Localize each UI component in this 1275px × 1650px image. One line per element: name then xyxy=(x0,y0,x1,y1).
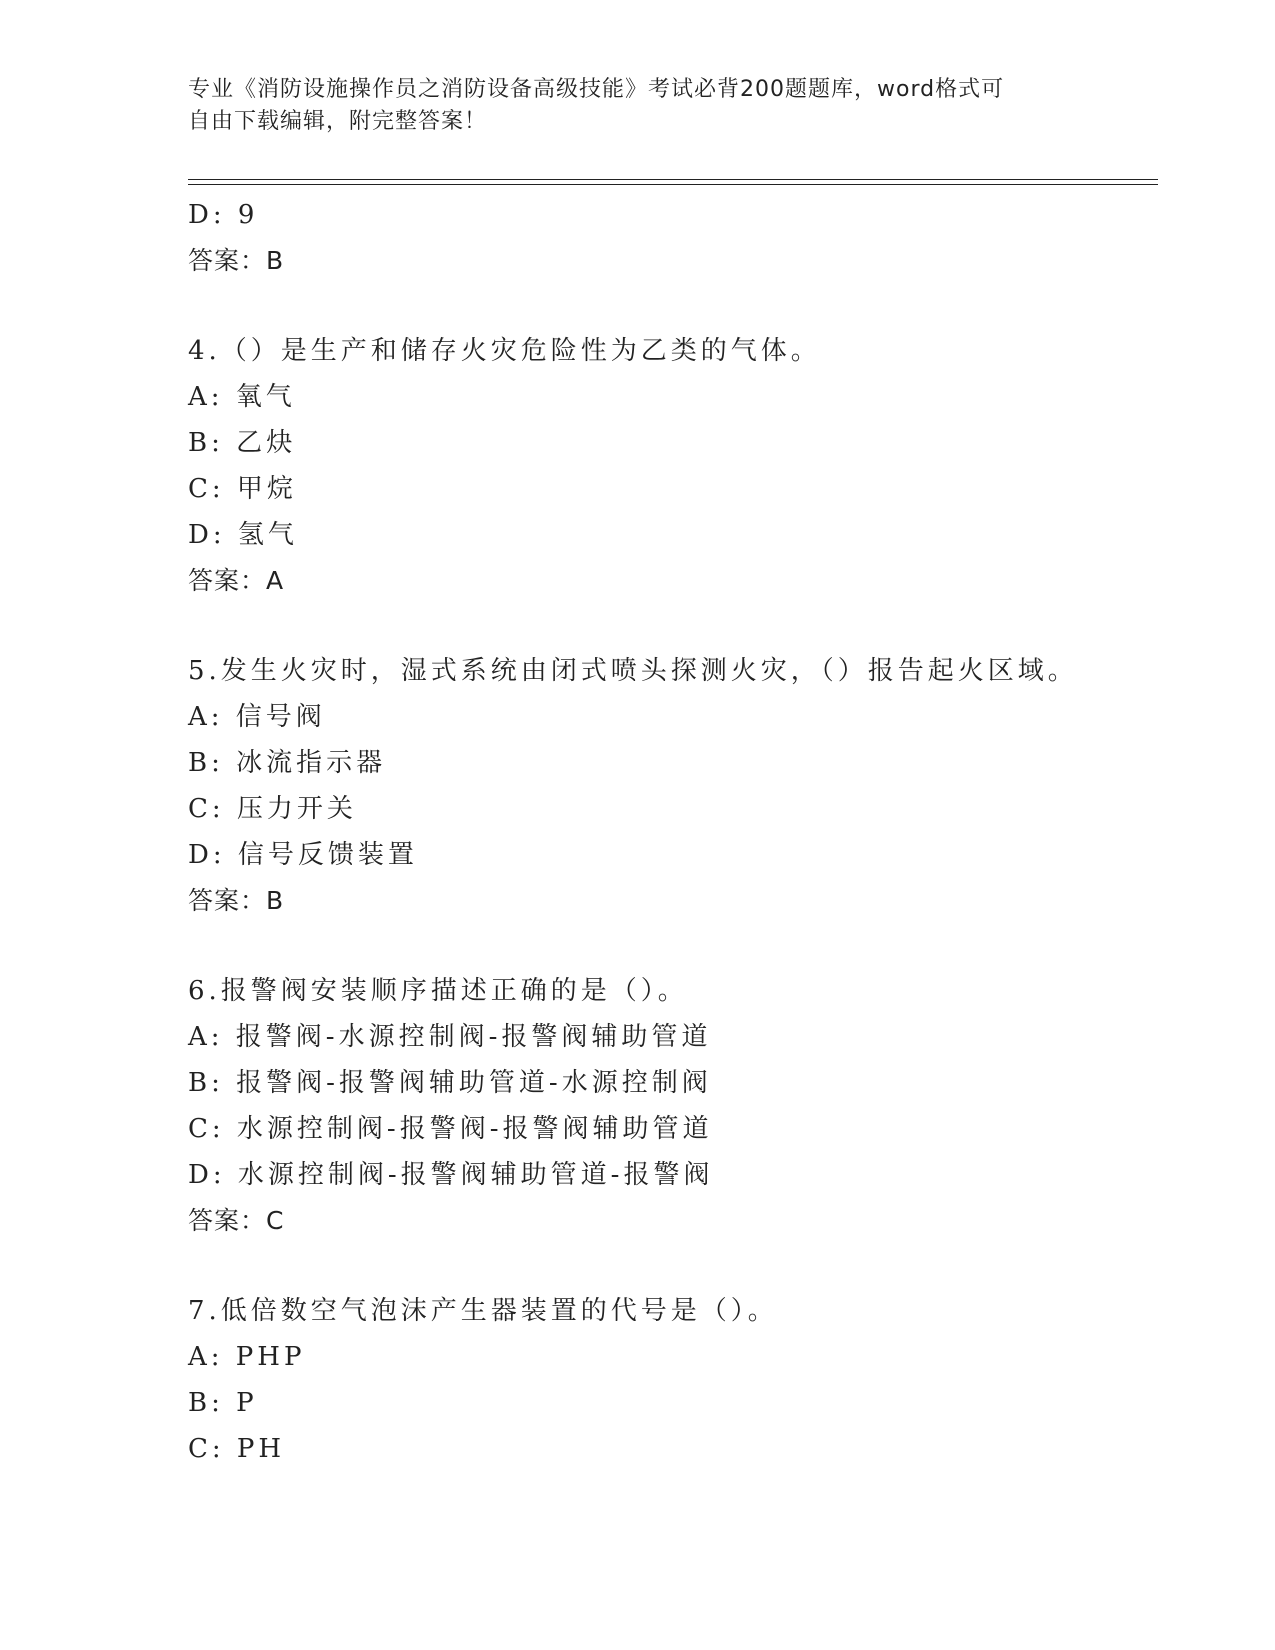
option-c: C: 甲烷 xyxy=(188,474,297,504)
question-block-5 xyxy=(188,648,1148,924)
option-c: C: 水源控制阀-报警阀-报警阀辅助管道 xyxy=(188,1114,713,1144)
answer-line: 答案：B xyxy=(188,246,285,275)
option-d: D: 信号反馈装置 xyxy=(188,840,418,870)
question-text: 6.报警阀安装顺序描述正确的是（）。 xyxy=(188,976,688,1006)
answer-line: 答案：C xyxy=(188,1206,285,1235)
document-header xyxy=(188,74,1088,138)
option-b: B: 报警阀-报警阀辅助管道-水源控制阀 xyxy=(188,1068,712,1098)
question-text: 7.低倍数空气泡沫产生器装置的代号是（）。 xyxy=(188,1296,778,1326)
question-block-7 xyxy=(188,1288,1148,1472)
question-list xyxy=(188,192,1148,1472)
header-line-1: 专业《消防设施操作员之消防设备高级技能》考试必背200题题库，word格式可 xyxy=(188,77,1005,102)
header-divider-top xyxy=(188,179,1158,180)
question-block-4 xyxy=(188,328,1148,604)
option-b: B: 乙炔 xyxy=(188,428,297,458)
option-c: C: 压力开关 xyxy=(188,794,357,824)
option-a: A: 报警阀-水源控制阀-报警阀辅助管道 xyxy=(188,1022,712,1052)
header-line-2: 自由下载编辑，附完整答案！ xyxy=(188,109,488,134)
option-a: A: PHP xyxy=(188,1342,306,1372)
answer-line: 答案：A xyxy=(188,566,285,595)
option-a: A: 信号阀 xyxy=(188,702,326,732)
question-text: 5.发生火灾时，湿式系统由闭式喷头探测火灾，（）报告起火区域。 xyxy=(188,656,1078,686)
option-d: D: 水源控制阀-报警阀辅助管道-报警阀 xyxy=(188,1160,714,1190)
header-divider-bottom xyxy=(188,184,1158,185)
question-text: 4.（）是生产和储存火灾危险性为乙类的气体。 xyxy=(188,336,821,366)
option-a: A: 氧气 xyxy=(188,382,296,412)
option-d: D: 9 xyxy=(188,200,259,230)
answer-line: 答案：B xyxy=(188,886,285,915)
option-b: B: 冰流指示器 xyxy=(188,748,387,778)
option-c: C: PH xyxy=(188,1434,286,1464)
option-b: B: P xyxy=(188,1388,258,1418)
question-block-6 xyxy=(188,968,1148,1244)
option-d: D: 氢气 xyxy=(188,520,298,550)
